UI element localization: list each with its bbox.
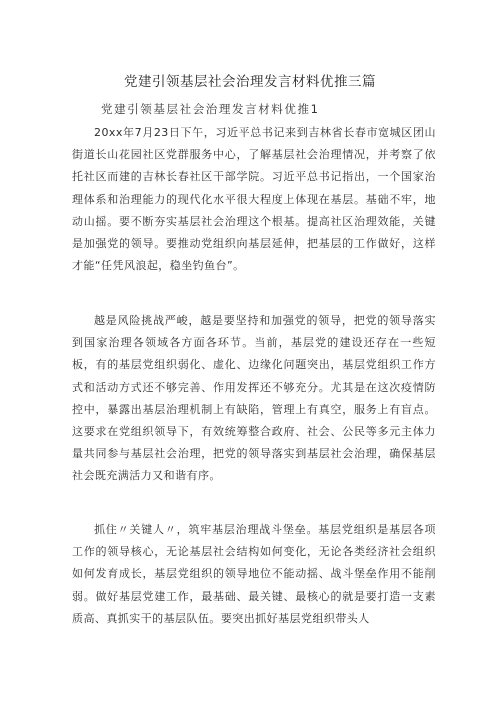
document-title: 党建引领基层社会治理发言材料优推三篇 (124, 74, 376, 90)
document-subtitle: 党建引领基层社会治理发言材料优推1 (101, 102, 320, 116)
paragraph-1: 20xx年7月23日下午，习近平总书记来到吉林省长春市宽城区团山街道长山花园社区党群服务中心，了解基层社会治理情况，并考察了依托社区而建的吉林长春社区干部学院。习近平总书记指出，一个国家治理体系和治理能力的现代化水平很大程度上体现在基层。基础不牢，地动山摇。要不断夯实基层社会治理这个根基。提高社区治理效能，关键是加强党的领导。要推动党组织向基层延伸，把基层的工作做好，这样才能“任凭风浪起，稳坐钓鱼台”。 (72, 126, 436, 273)
paragraph-3: 抓住〃关键人〃，筑牢基层治理战斗堡垒。基层党组织是基层各项工作的领导核心，无论基层社会结构如何变化，无论各类经济社会组织如何发育成长，基层党组织的领导地位不能动摇、战斗堡垒作用不能削弱。做好基层党建工作，最基础、最关键、最核心的就是要打造一支素质高、真抓实干的基层队伍。要突出抓好基层党组织带头人 (72, 523, 436, 625)
paragraph-2: 越是风险挑战严峻，越是要坚持和加强党的领导，把党的领导落实到国家治理各领域各方面各环节。当前，基层党的建设还存在一些短板，有的基层党组织弱化、虚化、边缘化问题突出，基层党组织工作方式和活动方式还不够完善、作用发挥还不够充分。尤其是在这次疫情防控中，暴露出基层治理机制上有缺陷，管理上有真空，服务上有盲点。这要求在党组织领导下，有效统筹整合政府、社会、公民等多元主体力量共同参与基层社会治理，把党的领导落实到基层社会治理，确保基层社会既充满活力又和谐有序。 (72, 314, 436, 483)
